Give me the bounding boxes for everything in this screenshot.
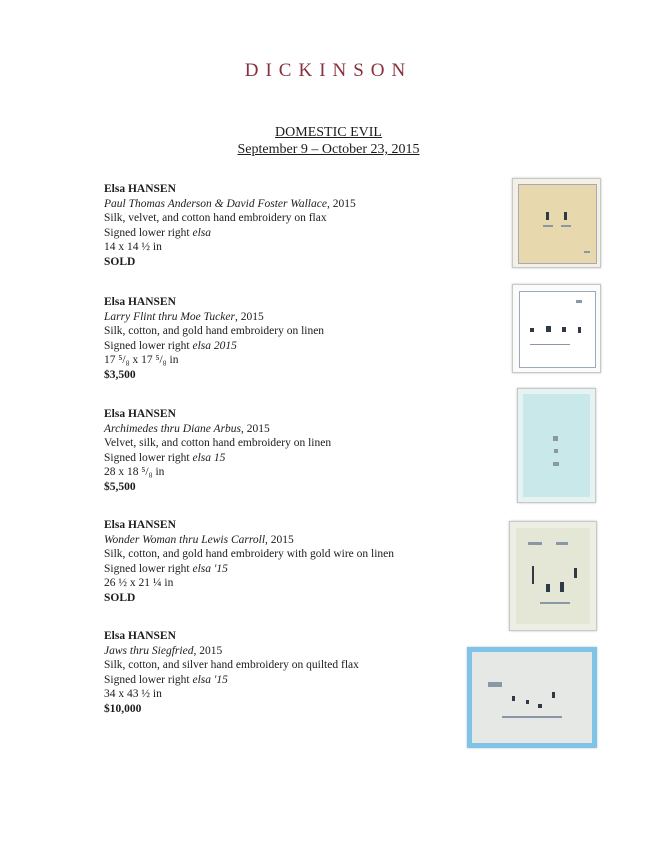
artwork-dimensions: 26 ½ x 21 ¼ in	[104, 577, 174, 589]
artwork-dimensions: 14 x 14 ½ in	[104, 241, 162, 253]
artwork-title: Wonder Woman thru Lewis Carroll	[104, 533, 266, 546]
artwork-thumbnail	[509, 521, 597, 631]
artwork-entry	[104, 295, 464, 382]
artwork-signature	[104, 562, 464, 577]
signature-prefix: Signed lower right	[104, 339, 193, 352]
artwork-title: Larry Flint thru Moe Tucker	[104, 310, 235, 323]
artwork-price: $5,500	[104, 480, 136, 493]
artwork-year: , 2015	[265, 533, 294, 546]
artwork-dimensions: 34 x 43 ½ in	[104, 688, 162, 700]
artist-name: Elsa HANSEN	[104, 296, 176, 308]
signature-text: elsa 2015	[192, 339, 237, 352]
gallery-brand: DICKINSON	[244, 60, 413, 81]
artist-name: Elsa HANSEN	[104, 183, 176, 195]
artwork-signature	[104, 673, 464, 688]
signature-text: elsa 15	[192, 451, 226, 464]
artwork-entry	[104, 182, 464, 269]
artwork-medium: Velvet, silk, and cotton hand embroidery on linen	[104, 437, 332, 449]
artwork-year: , 2015	[193, 644, 223, 657]
signature-text: elsa '15	[192, 673, 228, 686]
artwork-price: $3,500	[104, 368, 136, 381]
artwork-dimensions: 28 x 18 ⁵/₈ in	[104, 466, 165, 478]
artwork-title: Paul Thomas Anderson & David Foster Wallace	[104, 197, 327, 210]
artwork-title-line	[104, 310, 464, 325]
artist-name: Elsa HANSEN	[104, 519, 176, 531]
artwork-entry	[104, 629, 464, 716]
artwork-title-line	[104, 197, 464, 212]
artwork-title: Archimedes thru Diane Arbus	[104, 422, 242, 435]
artwork-thumbnail	[467, 647, 597, 748]
artwork-medium: Silk, cotton, and gold hand embroidery on linen	[104, 325, 325, 337]
artwork-price: SOLD	[104, 255, 136, 268]
exhibition-dates: September 9 – October 23, 2015	[237, 142, 420, 157]
exhibition-title: DOMESTIC EVIL	[275, 125, 382, 140]
artwork-signature	[104, 226, 464, 241]
artwork-price: SOLD	[104, 591, 136, 604]
artwork-thumbnail	[512, 178, 601, 268]
artist-name: Elsa HANSEN	[104, 408, 176, 420]
artwork-thumbnail	[512, 284, 601, 373]
artwork-title-line	[104, 644, 464, 659]
artwork-price: $10,000	[104, 702, 142, 715]
artwork-dimensions: 17 ⁵/₈ x 17 ⁵/₈ in	[104, 354, 179, 366]
artwork-medium: Silk, cotton, and gold hand embroidery with gold wire on linen	[104, 548, 395, 560]
artwork-signature	[104, 339, 464, 354]
artwork-title: Jaws thru Siegfried	[104, 644, 194, 657]
signature-prefix: Signed lower right	[104, 673, 193, 686]
artwork-medium: Silk, cotton, and silver hand embroidery on quilted flax	[104, 659, 359, 671]
artwork-year: , 2015	[234, 310, 264, 323]
artwork-title-line	[104, 533, 464, 548]
artwork-year: , 2015	[326, 197, 356, 210]
signature-text: elsa '15	[192, 562, 228, 575]
artwork-entry	[104, 407, 464, 494]
signature-prefix: Signed lower right	[104, 451, 193, 464]
signature-text: elsa	[192, 226, 212, 239]
artwork-signature	[104, 451, 464, 466]
signature-prefix: Signed lower right	[104, 226, 193, 239]
artwork-entry	[104, 518, 464, 605]
artwork-year: , 2015	[241, 422, 270, 435]
artwork-title-line	[104, 422, 464, 437]
artwork-thumbnail	[517, 388, 596, 503]
artist-name: Elsa HANSEN	[104, 630, 176, 642]
artwork-medium: Silk, velvet, and cotton hand embroidery on flax	[104, 212, 327, 224]
signature-prefix: Signed lower right	[104, 562, 193, 575]
